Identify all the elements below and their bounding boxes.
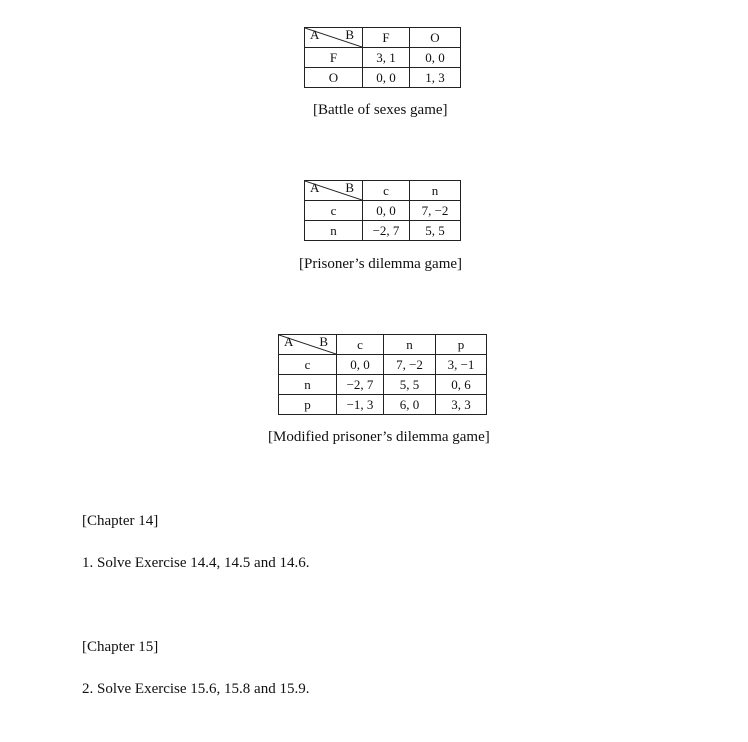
col-header: n	[384, 335, 436, 355]
payoff-cell: 0, 6	[436, 375, 487, 395]
battle-of-sexes-game	[304, 27, 461, 88]
player-corner-cell	[305, 28, 363, 48]
matrix-row	[305, 68, 461, 88]
payoff-cell: 5, 5	[384, 375, 436, 395]
chapter-heading: [Chapter 14]	[82, 513, 159, 529]
payoff-cell: 3, 3	[436, 395, 487, 415]
payoff-matrix	[304, 180, 461, 241]
payoff-cell: 0, 0	[363, 68, 410, 88]
matrix-row	[305, 48, 461, 68]
payoff-cell: 7, −2	[410, 201, 461, 221]
row-header: c	[279, 355, 337, 375]
game-caption: [Prisoner’s dilemma game]	[299, 256, 463, 272]
chapter-heading: [Chapter 15]	[82, 639, 159, 655]
payoff-matrix	[278, 334, 487, 415]
payoff-cell: 7, −2	[384, 355, 436, 375]
row-header: n	[279, 375, 337, 395]
game-caption: [Modified prisoner’s dilemma game]	[268, 429, 490, 445]
payoff-cell: −2, 7	[363, 221, 410, 241]
payoff-cell: 3, 1	[363, 48, 410, 68]
col-header: p	[436, 335, 487, 355]
payoff-cell: 0, 0	[363, 201, 410, 221]
col-header: O	[410, 28, 461, 48]
col-player-label: B	[345, 27, 354, 42]
player-corner-cell	[279, 335, 337, 355]
exercise-item: 2. Solve Exercise 15.6, 15.8 and 15.9.	[82, 681, 310, 697]
row-header: F	[305, 48, 363, 68]
exercise-item: 1. Solve Exercise 14.4, 14.5 and 14.6.	[82, 555, 310, 571]
col-header: n	[410, 181, 461, 201]
matrix-row	[279, 355, 487, 375]
payoff-matrix	[304, 27, 461, 88]
payoff-cell: 3, −1	[436, 355, 487, 375]
payoff-cell: −2, 7	[337, 375, 384, 395]
col-header: F	[363, 28, 410, 48]
payoff-cell: 1, 3	[410, 68, 461, 88]
matrix-row	[305, 221, 461, 241]
player-corner-cell	[305, 181, 363, 201]
col-player-label: B	[345, 180, 354, 195]
game-caption: [Battle of sexes game]	[313, 102, 448, 118]
row-header: O	[305, 68, 363, 88]
row-player-label: A	[310, 180, 320, 195]
row-player-label: A	[310, 27, 320, 42]
row-header: c	[305, 201, 363, 221]
matrix-row	[279, 395, 487, 415]
payoff-cell: 5, 5	[410, 221, 461, 241]
row-header: n	[305, 221, 363, 241]
payoff-cell: 0, 0	[410, 48, 461, 68]
modified-prisoners-dilemma-game	[278, 334, 487, 415]
matrix-row	[305, 201, 461, 221]
col-header: c	[363, 181, 410, 201]
matrix-row	[279, 375, 487, 395]
row-header: p	[279, 395, 337, 415]
row-player-label: A	[284, 334, 294, 349]
prisoners-dilemma-game	[304, 180, 461, 241]
payoff-cell: 0, 0	[337, 355, 384, 375]
payoff-cell: −1, 3	[337, 395, 384, 415]
col-player-label: B	[319, 334, 328, 349]
payoff-cell: 6, 0	[384, 395, 436, 415]
col-header: c	[337, 335, 384, 355]
